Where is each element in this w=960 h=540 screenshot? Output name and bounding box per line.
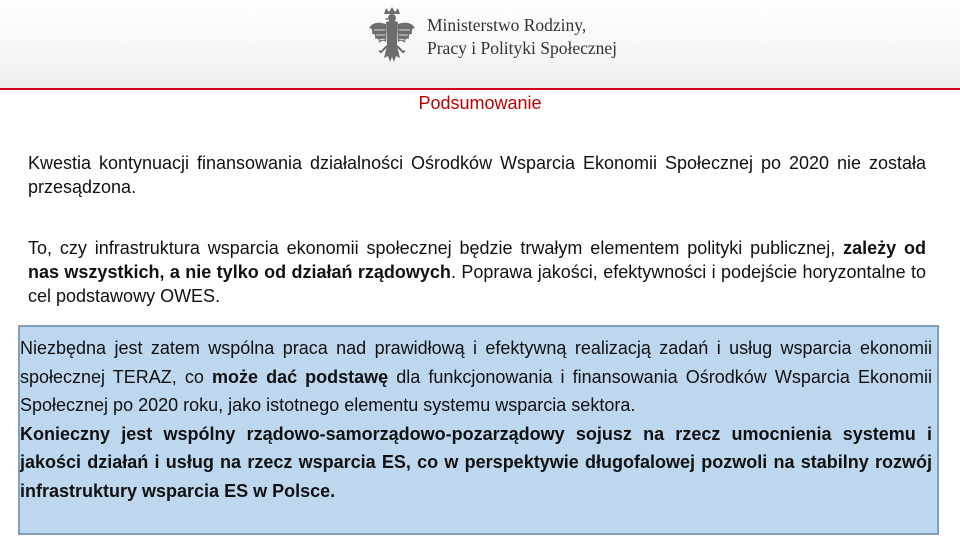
polish-eagle-emblem-icon (366, 6, 418, 70)
paragraph2-text-end: . Poprawa jakości, efektywności i podejście horyzontalne to cel podstawowy OWES. (28, 262, 926, 306)
highlight-box-text (20, 334, 932, 505)
box-text1-bold: może dać podstawę (211, 366, 389, 387)
paragraph2-text-start: To, czy infrastruktura wsparcia ekonomii społecznej będzie trwałym elementem polityki publicznej, (28, 238, 844, 258)
box-text1-start: Niezbędna jest zatem wspólna praca nad prawidłową i efektywną realizacją zadań i usług wsparcia ekonomii społecznej TERAZ, co (20, 338, 932, 387)
header-divider (0, 88, 960, 90)
paragraph2-bold-text: zależy od nas wszystkich, a nie tylko od działań rządowych (28, 238, 927, 282)
ministry-name (427, 14, 647, 60)
slide-title: Podsumowanie (418, 93, 542, 113)
ministry-name-line2: Pracy i Polityki Społecznej (427, 38, 618, 58)
box-text1-end: dla funkcjonowania i finansowania Ośrodków Wsparcia Ekonomii Społecznej po 2020 roku, jako istotnego elementu systemu wsparcia sektora. (20, 366, 932, 415)
box-text2-bold: Konieczny jest wspólny rządowo-samorządowo-pozarządowy sojusz na rzecz umocnienia systemu i jakości działań i usług na rzecz wsparcia ES, co w perspektywie długofalowej pozwoli na stabilny rozwój infrastruktury wsparcia ES w Polsce. (20, 423, 932, 501)
paragraph-continuation-funding: Kwestia kontynuacji finansowania działalności Ośrodków Wsparcia Ekonomii Społecznej po 2020 nie została przesądzona. (28, 153, 926, 197)
paragraph-infrastructure (28, 236, 926, 308)
ministry-name-line1: Ministerstwo Rodziny, (427, 15, 587, 35)
